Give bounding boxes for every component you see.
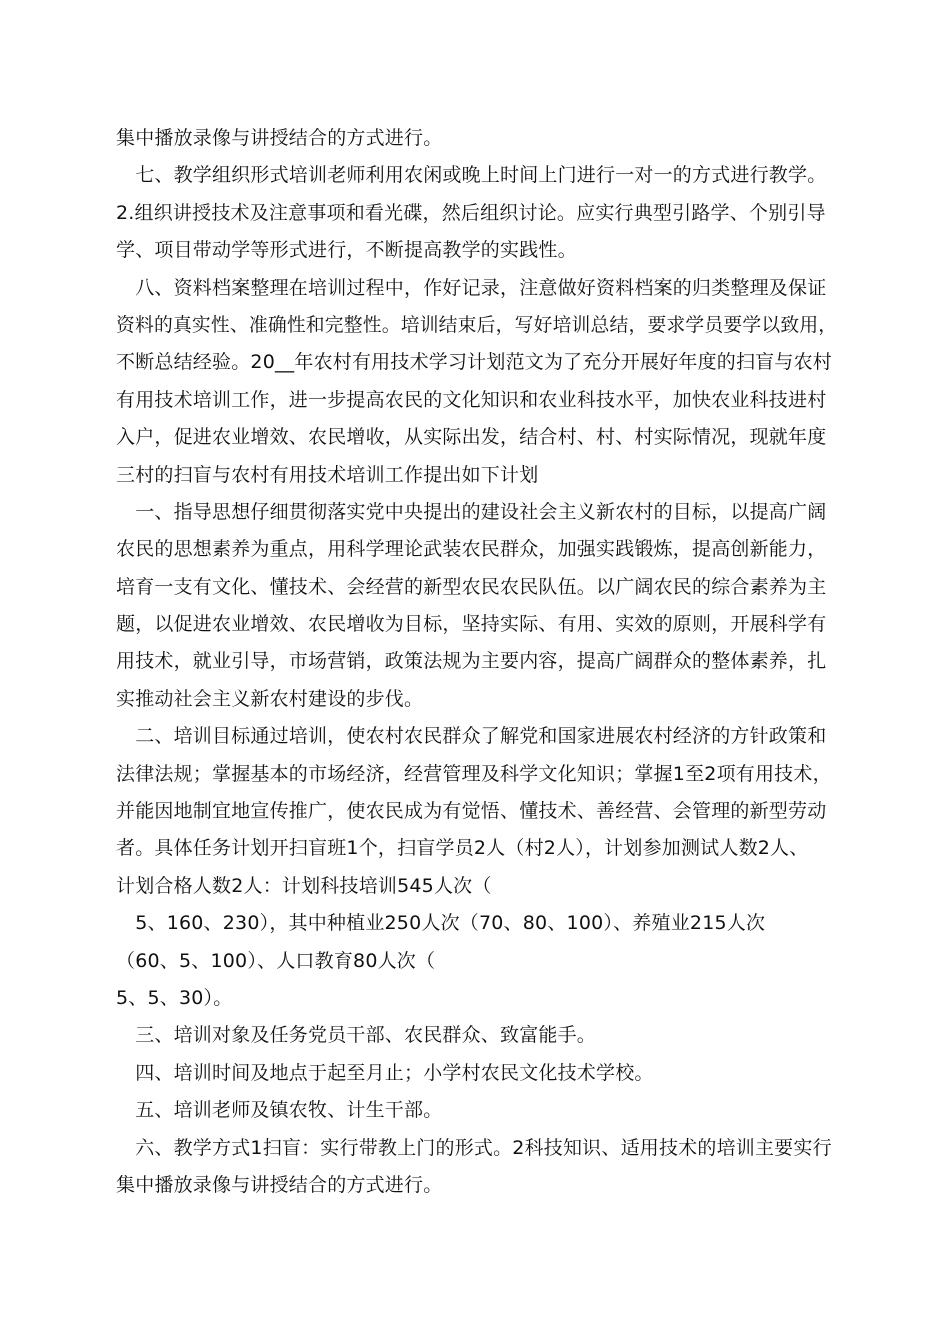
text-line: 2.组织讲授技术及注意事项和看光碟，然后组织讨论。应实行典型引路学、个别引导 bbox=[116, 201, 826, 224]
text-line: 者。具体任务计划开扫盲班1个，扫盲学员2人（村2人），计划参加测试人数2人、 bbox=[116, 837, 809, 860]
text-line: 法律法规；掌握基本的市场经济，经营管理及科学文化知识；掌握1至2项有用技术， bbox=[116, 762, 832, 785]
text-line: 农民的思想素养为重点，用科学理论武装农民群众，加强实践锻炼，提高创新能力， bbox=[116, 538, 827, 561]
text-line: 四、培训时间及地点于起至月止；小学村农民文化技术学校。 bbox=[116, 1061, 654, 1084]
text-line: 二、培训目标通过培训，使农村农民群众了解党和国家进展农村经济的方针政策和 bbox=[116, 725, 827, 748]
text-line: 六、教学方式1扫盲：实行带教上门的形式。2科技知识、适用技术的培训主要实行 bbox=[116, 1136, 832, 1159]
text-line: 并能因地制宜地宣传推广，使农民成为有觉悟、懂技术、善经营、会管理的新型劳动 bbox=[116, 800, 827, 823]
text-line: 有用技术培训工作，进一步提高农民的文化知识和农业科技水平，加快农业科技进村 bbox=[116, 388, 827, 411]
text-line: 题，以促进农业增效、农民增收为目标，坚持实际、有用、实效的原则，开展科学有 bbox=[116, 613, 827, 636]
text-line: 集中播放录像与讲授结合的方式进行。 bbox=[116, 1173, 443, 1196]
document-body bbox=[116, 120, 838, 1204]
text-line: 五、培训老师及镇农牧、计生干部。 bbox=[116, 1099, 443, 1122]
text-line: 不断总结经验。20__年农村有用技术学习计划范文为了充分开展好年度的扫盲与农村 bbox=[116, 351, 832, 374]
text-line: 三、培训对象及任务党员干部、农民群众、致富能手。 bbox=[116, 1024, 597, 1047]
text-line: 5、160、230），其中种植业250人次（70、80、100）、养殖业215人次 bbox=[116, 912, 766, 935]
text-line: （60、5、100）、人口教育80人次（ bbox=[116, 949, 436, 972]
text-line: 入户，促进农业增效、农民增收，从实际出发，结合村、村、村实际情况，现就年度 bbox=[116, 426, 827, 449]
text-line: 实推动社会主义新农村建设的步伐。 bbox=[116, 687, 424, 710]
text-line: 培育一支有文化、懂技术、会经营的新型农民农民队伍。以广阔农民的综合素养为主 bbox=[116, 575, 827, 598]
text-line: 资料的真实性、准确性和完整性。培训结束后，写好培训总结，要求学员要学以致用， bbox=[116, 314, 838, 336]
text-line: 三村的扫盲与农村有用技术培训工作提出如下计划 bbox=[116, 463, 539, 486]
text-line: 集中播放录像与讲授结合的方式进行。 bbox=[116, 127, 443, 149]
text-line: 计划合格人数2人：计划科技培训545人次（ bbox=[116, 874, 492, 897]
text-line: 七、教学组织形式培训老师利用农闲或晚上时间上门进行一对一的方式进行教学。 bbox=[116, 164, 827, 187]
text-line: 一、指导思想仔细贯彻落实党中央提出的建设社会主义新农村的目标，以提高广阔 bbox=[116, 500, 827, 523]
text-line: 学、项目带动学等形式进行，不断提高教学的实践性。 bbox=[116, 239, 577, 262]
text-line: 5、5、30）。 bbox=[116, 986, 233, 1009]
text-line: 八、资料档案整理在培训过程中，作好记录，注意做好资料档案的归类整理及保证 bbox=[116, 276, 827, 299]
text-line: 用技术，就业引导，市场营销，政策法规为主要内容，提高广阔群众的整体素养，扎 bbox=[116, 650, 827, 673]
